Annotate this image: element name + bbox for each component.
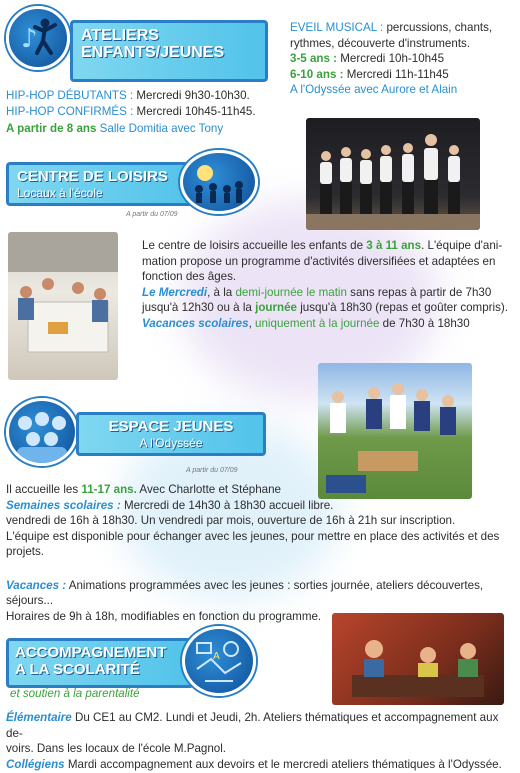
ateliers-age-line: [6, 121, 223, 137]
loisirs-p2: mation propose un programme d'activités diversifiées et adaptées en: [142, 254, 496, 268]
scolarite-l1b: Du CE1 au CM2. Lundi et Jeudi, 2h. Ateliers thématiques et accompagnement aux de-: [6, 711, 499, 740]
loisirs-p1a: Le centre de loisirs accueille les enfants de: [142, 239, 367, 252]
children-silhouettes-icon: [180, 150, 258, 214]
jeunes-date-tag: A partir du 07/09: [186, 467, 238, 474]
jeunes-subtitle: A l'Odyssée: [139, 436, 203, 450]
hiphop-confirmes-label: HIP-HOP CONFIRMÉS :: [6, 105, 134, 118]
eveil-age2: 6-10 ans :: [290, 67, 344, 81]
hiphop-debutants-line: [6, 88, 250, 104]
loisirs-journee: journée: [255, 301, 297, 314]
loisirs-subtitle: Locaux à l'école: [17, 186, 103, 200]
ateliers-place: Salle Domitia avec Tony: [96, 122, 224, 135]
loisirs-date-tag: A partir du 07/09: [126, 211, 178, 218]
eveil-age1: 3-5 ans :: [290, 52, 338, 65]
ateliers-age-label: A partir de 8 ans: [6, 122, 97, 135]
scolarite-description: [6, 710, 518, 772]
svg-text:♪: ♪: [21, 24, 38, 54]
loisirs-vacances: Vacances scolaires: [142, 316, 249, 330]
loisirs-title: CENTRE DE LOISIRS: [17, 168, 168, 185]
ateliers-banner: [70, 20, 268, 82]
dancer-music-note-icon: [6, 6, 70, 70]
loisirs-p4d: sans repas à partir de 7h30: [346, 285, 492, 299]
jeunes-l3: vendredi de 16h à 18h30. Un vendredi par mois, ouverture de 16h à 21h sur inscription.: [6, 514, 456, 527]
scolarite-title-line1: ACCOMPAGNEMENT: [15, 644, 167, 661]
kids-group-photo: [306, 118, 480, 230]
eveil-desc1: percussions, chants,: [383, 21, 493, 34]
teens-outdoor-photo: [318, 363, 472, 499]
eveil-time1: Mercredi 10h-10h45: [337, 52, 445, 65]
loisirs-p6b: ,: [248, 316, 256, 330]
loisirs-p3: fonction des âges.: [142, 270, 237, 283]
classroom-activity-photo: [8, 232, 118, 380]
hiphop-debutants-label: HIP-HOP DÉBUTANTS :: [6, 89, 134, 102]
loisirs-p1c: . L'équipe d'ani-: [421, 239, 503, 252]
scolarite-collegiens-label: Collégiens: [6, 757, 65, 771]
ateliers-title-line2: ENFANTS/JEUNES: [81, 44, 225, 61]
jeunes-description: [6, 482, 518, 624]
hiphop-debutants-time: Mercredi 9h30-10h30.: [133, 89, 250, 102]
teens-group-icon: [6, 398, 78, 466]
eveil-desc2: rythmes, découverte d'instruments.: [290, 36, 471, 50]
hiphop-confirmes-time: Mercredi 10h45-11h45.: [133, 105, 256, 118]
ateliers-title-line1: ATELIERS: [81, 27, 159, 44]
scolarite-l2: voirs. Dans les locaux de l'école M.Pagnol.: [6, 742, 227, 755]
scolarite-banner: [6, 638, 194, 688]
school-doodles-icon: [182, 626, 256, 696]
loisirs-age-range: 3 à 11 ans: [366, 239, 422, 252]
jeunes-l1a: Il accueille les: [6, 483, 82, 496]
hiphop-confirmes-line: [6, 104, 256, 120]
scolarite-l3b: Mardi accompagnement aux devoirs et le mercredi ateliers thématiques à l'Odyssée.: [64, 757, 502, 771]
loisirs-demi-journee: demi-journée le matin: [235, 285, 347, 299]
scolarite-elementaire-label: Élémentaire: [6, 711, 72, 724]
loisirs-description: [142, 238, 512, 331]
loisirs-p4b: , à la: [207, 285, 236, 299]
jeunes-l1c: Avec Charlotte et Stéphane: [136, 483, 282, 496]
loisirs-p5c: jusqu'à 18h30 (repas et goûter compris).: [296, 301, 508, 314]
jeunes-l4: L'équipe est disponible pour échanger avec les jeunes, pour mettre en place des activités et des projets.: [6, 529, 500, 558]
eveil-time2: Mercredi 11h-11h45: [343, 67, 449, 81]
eveil-musical-block: [290, 20, 518, 98]
jeunes-l2b: Mercredi de 14h30 à 18h30 accueil libre.: [120, 498, 334, 512]
jeunes-vacances-label: Vacances :: [6, 578, 67, 592]
loisirs-p5a: jusqu'à 12h30 ou à la: [142, 301, 256, 314]
loisirs-mercredi: Le Mercredi: [142, 285, 208, 299]
homework-illustration-photo: [332, 613, 504, 705]
loisirs-banner: [6, 162, 198, 206]
eveil-place: A l'Odyssée avec Aurore et Alain: [290, 83, 458, 96]
jeunes-title: ESPACE JEUNES: [108, 418, 234, 435]
loisirs-p6d: de 7h30 à 18h30: [379, 316, 470, 330]
jeunes-banner: [76, 412, 266, 456]
loisirs-uniquement: uniquement à la journée: [255, 316, 380, 330]
scolarite-subtitle: et soutien à la parentalité: [10, 687, 140, 700]
eveil-label: EVEIL MUSICAL :: [290, 21, 384, 34]
jeunes-age-range: 11-17 ans.: [81, 483, 137, 496]
svg-text:A: A: [213, 651, 220, 662]
scolarite-title-line2: A LA SCOLARITÉ: [15, 661, 140, 678]
jeunes-semaines-label: Semaines scolaires :: [6, 498, 121, 512]
jeunes-l6: Horaires de 9h à 18h, modifiables en fonction du programme.: [6, 609, 322, 623]
jeunes-l5b: Animations programmées avec les jeunes : sorties journée, ateliers découvertes, séjours...: [6, 578, 484, 607]
